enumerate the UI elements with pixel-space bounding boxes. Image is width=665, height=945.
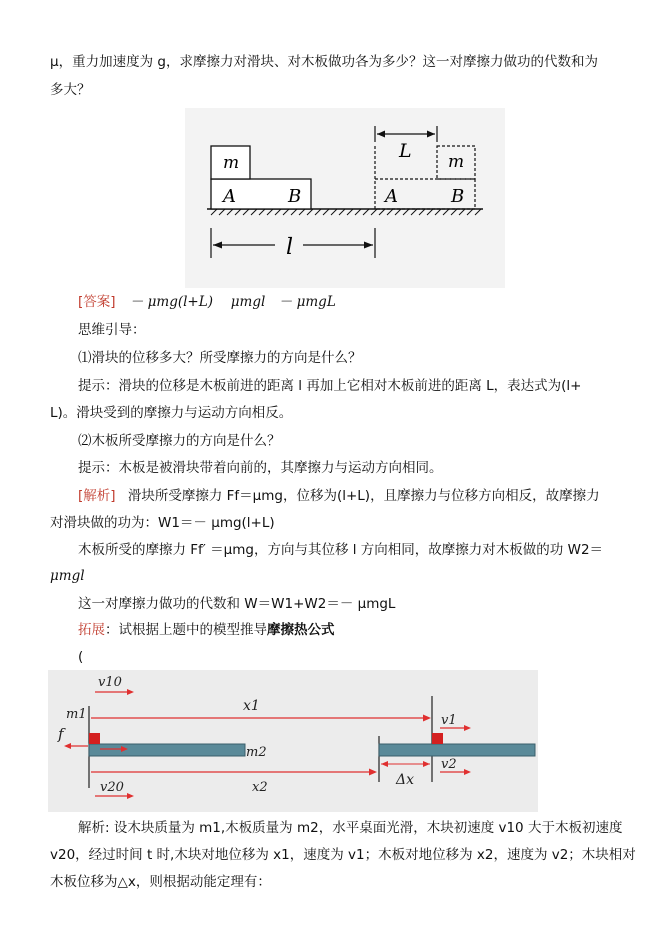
label-v20: v20 xyxy=(100,780,124,795)
block-initial xyxy=(89,733,100,744)
solution-line-2: v20，经过时间 t 时,木块对地位移为 x1，速度为 v1；木板对地位移为 x2，速度为 v2；木块相对 xyxy=(50,847,636,863)
label-m2: m2 xyxy=(246,745,267,760)
analysis-text-1: 滑块所受摩擦力 Ff＝μmg，位移为(l+L)，且摩擦力与位移方向相反，故摩擦力 xyxy=(127,488,600,504)
guide-title: 思维引导： xyxy=(78,322,146,338)
board-label-b: B xyxy=(288,186,302,207)
guide-answer-1-line-2: L)。滑块受到的摩擦力与运动方向相反。 xyxy=(50,405,293,421)
label-v10: v10 xyxy=(98,675,122,690)
label-delta-x: Δx xyxy=(396,772,415,788)
answer-tag: [答案] xyxy=(78,294,116,310)
extension-text: ：试根据上题中的模型推导 xyxy=(105,622,267,638)
analysis-line-1 xyxy=(78,486,600,506)
answer-text: － μmg(l+L) μmgl － μmgL xyxy=(129,294,336,310)
answer-line xyxy=(78,292,336,312)
label-v2: v2 xyxy=(441,757,457,772)
guide-question-2: ⑵木板所受摩擦力的方向是什么？ xyxy=(78,433,281,449)
guide-answer-2: 提示：木板是被滑块带着向前的，其摩擦力与运动方向相同。 xyxy=(78,460,443,476)
analysis-line-5: 这一对摩擦力做功的代数和 W＝W1+W2＝－ μmgL xyxy=(78,596,396,612)
label-m1: m1 xyxy=(66,707,87,722)
extension-paren: ( xyxy=(78,649,84,665)
label-x1: x1 xyxy=(243,698,260,714)
board-label-a: A xyxy=(223,186,236,207)
analysis-line-2: 对滑块做的功为：W1＝－ μmg(l+L) xyxy=(50,515,275,531)
solution-line-1: 解析: 设木块质量为 m1,木板质量为 m2，水平桌面光滑，木块初速度 v10 大于木板初速度 xyxy=(78,820,623,836)
friction-heat-figure xyxy=(48,670,538,812)
label-x2: x2 xyxy=(252,780,268,795)
block-final-label-m: m xyxy=(448,152,465,172)
block-board-figure xyxy=(185,108,505,288)
board-final-label-a: A xyxy=(385,186,398,207)
extension-bold: 摩擦热公式 xyxy=(267,622,335,638)
block-label-m: m xyxy=(223,153,240,173)
extension-line xyxy=(78,620,335,640)
block-final xyxy=(432,733,443,744)
analysis-line-3: 木板所受的摩擦力 Ff′ ＝μmg，方向与其位移 l 方向相同，故摩擦力对木板做的功 W2＝ xyxy=(78,542,604,558)
label-v1: v1 xyxy=(441,713,457,728)
guide-question-1: ⑴滑块的位移多大？所受摩擦力的方向是什么？ xyxy=(78,350,362,366)
label-f: f xyxy=(58,725,64,743)
dimension-label-L: L xyxy=(399,140,412,162)
board-final xyxy=(379,744,535,756)
guide-answer-1-line-1: 提示：滑块的位移是木板前进的距离 l 再加上它相对木板前进的距离 L，表达式为(l+ xyxy=(78,378,582,394)
question-line-1: μ，重力加速度为 g，求摩擦力对滑块、对木板做功各为多少？这一对摩擦力做功的代数和为 xyxy=(50,54,598,70)
board-final-label-b: B xyxy=(451,186,465,207)
board-initial xyxy=(89,744,245,756)
dimension-label-l: l xyxy=(286,235,294,260)
analysis-tag: [解析] xyxy=(78,488,116,504)
extension-tag: 拓展 xyxy=(78,622,105,638)
question-line-2: 多大？ xyxy=(50,82,91,98)
solution-line-3: 木板位移为△x，则根据动能定理有： xyxy=(50,874,271,890)
analysis-line-4: μmgl xyxy=(50,568,85,584)
